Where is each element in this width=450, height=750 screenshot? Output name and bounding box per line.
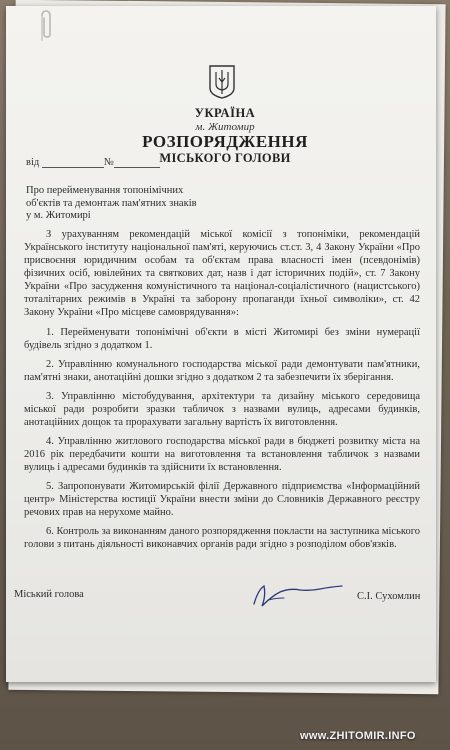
- body-item: 1. Перейменувати топонімічні об'єкти в місті Житомирі без зміни нумерації будівель згідно з додатком 1.: [24, 327, 420, 351]
- body-item: 5. Запропонувати Житомирській філії Державного підприємства «Інформаційний центр» Міністерства юстиції України внести зміни до Словників Державного реєстру речових прав на нерухоме майно.: [24, 481, 420, 518]
- document-subtitle: МІСЬКОГО ГОЛОВИ: [159, 151, 291, 165]
- body-item: 4. Управлінню житлового господарства міської ради в бюджеті розвитку міста на 2016 рік передбачити кошти на виготовлення та встановлення табличок з назвами вулиць і адресами будинків та здійснити їх встановлення.: [24, 436, 420, 473]
- document-country: УКРАЇНА: [194, 106, 256, 120]
- body-item: 2. Управлінню комунального господарства міської ради демонтувати пам'ятники, пам'ятні знаки, анотаційні дошки згідно з додатком 2 та забезпечити їх зберігання.: [24, 359, 420, 383]
- registration-line: [26, 157, 160, 168]
- subject-line: об'єктів та демонтаж пам'ятних знаків: [26, 197, 197, 209]
- site-watermark: www.ZHITOMIR.INFO: [300, 730, 416, 742]
- number-blank: [114, 167, 160, 168]
- document-title: РОЗПОРЯДЖЕННЯ: [142, 132, 308, 151]
- ukraine-trident-icon: [207, 64, 237, 100]
- body-item: 3. Управлінню містобудування, архітектури та дизайну міського середовища міської ради розробити зразки табличок з назвами вулиць, адресами будинків, анотаційних дощок та прорахувати загальну вартість їх виготовлення.: [24, 391, 420, 428]
- body-intro: З урахуванням рекомендацій міської комісії з топоніміки, рекомендацій Українського інституту національної пам'яті, керуючись ст.ст. 3, 4 Закону України «Про присвоєння юридичним особам та об'єктам права власності імен (псевдонімів) фізичних осіб, ювілейних та святкових дат, назв і дат історичних подій», ст. 7 Закону України «Про засудження комуністичного та націонал-соціалістичного (нацистського) тоталітарних режимів в Україні та заборону пропаганди їхньої символіки», ст. 42 Закону України «Про місцеве самоврядування»:: [24, 229, 420, 318]
- document-body: [24, 228, 420, 557]
- handwritten-signature: [250, 578, 346, 612]
- document-subject: [26, 185, 266, 223]
- subject-line: у м. Житомирі: [26, 210, 91, 221]
- date-prefix: від: [26, 157, 40, 168]
- signatory-position: Міський голова: [14, 589, 84, 600]
- paperclip-icon: [36, 8, 54, 42]
- body-item: 6. Контроль за виконанням даного розпорядження покласти на заступника міського голови з питань діяльності виконавчих органів ради згідно з розподілом обов'язків.: [24, 526, 420, 550]
- signatory-name: С.І. Сухомлин: [357, 591, 421, 602]
- subject-line: Про перейменування топонімічних: [26, 185, 184, 196]
- number-prefix: №: [103, 157, 114, 168]
- document-city: м. Житомир: [195, 121, 255, 133]
- date-blank: [42, 167, 104, 168]
